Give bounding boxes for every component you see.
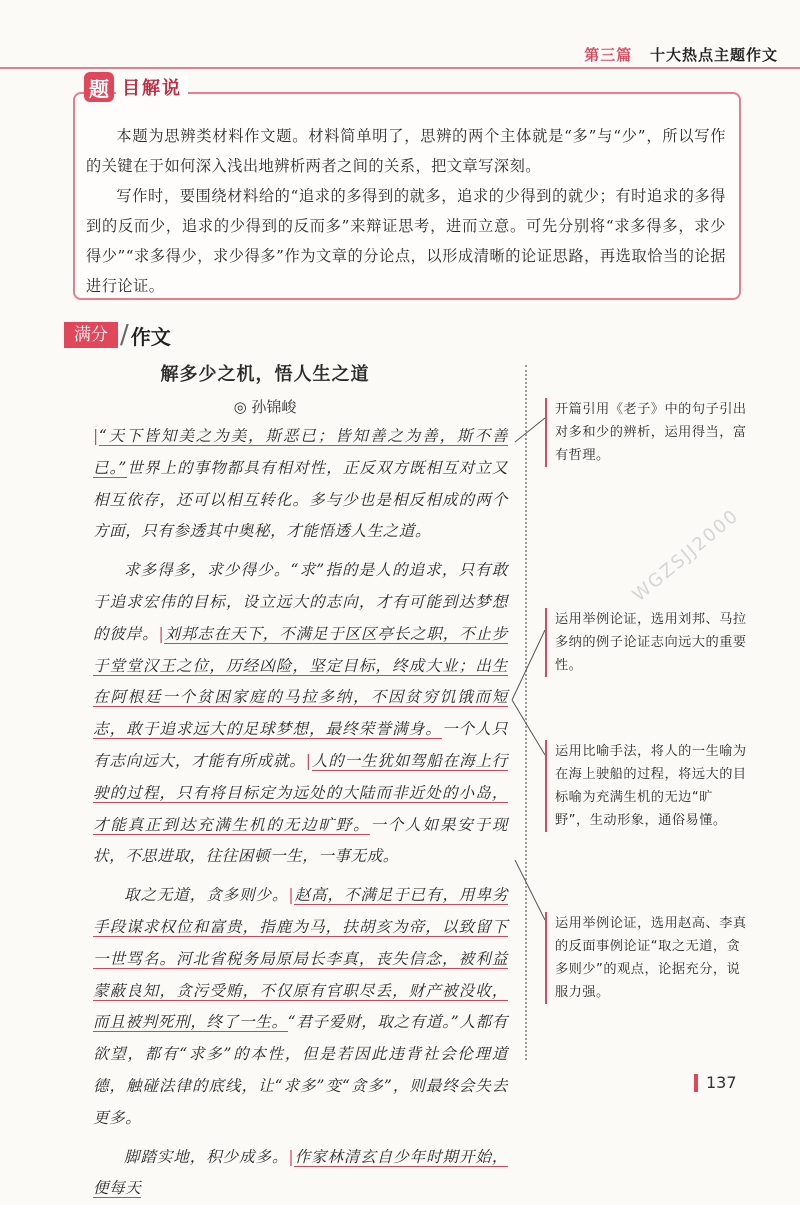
connector-line xyxy=(515,418,545,442)
explain-label: 目解说 xyxy=(116,74,188,100)
essay-paragraph xyxy=(93,880,508,1134)
highlight-mark: | xyxy=(158,624,165,643)
example-highlight: 作家林清玄自少年时期开始，便每天 xyxy=(93,1147,508,1198)
explain-badge: 题 xyxy=(84,72,114,102)
quote-highlight: “天下皆知美之为美，斯恶已；皆知善之为善，斯不善已。” xyxy=(93,427,508,477)
explain-paragraph: 本题为思辨类材料作文题。材料简单明了，思辨的两个主体就是“多”与“少”，所以写作的关键在于如何深入浅出地辨析两者之间的关系，把文章写深刻。 xyxy=(86,127,726,175)
essay-title: 解多少之机，悟人生之道 xyxy=(160,364,370,385)
explain-paragraph: 写作时，要围绕材料给的“追求的多得到的就多，追求的少得到的就少；有时追求的多得到的反而少，追求的少得到的反而多”来辩证思考，进而立意。可先分别将“求多得多，求少得少”“求多得少，求少得多”作为文章的分论点，以形成清晰的论证思路，再选取恰当的论据进行论证。 xyxy=(86,187,726,295)
example-highlight: 刘邦志在天下，不满足于区区亭长之职，不止步于堂堂汉王之位，历经凶险，坚定目标，终成大业；出生在阿根廷一个贫困家庭的马拉多纳，不因贫穷饥饿而短志，敢于追求远大的足球梦想，最终荣誉满身。 xyxy=(93,624,508,739)
page-number-text: 137 xyxy=(706,1073,737,1092)
essay-paragraph xyxy=(93,1142,508,1205)
section-title: 十大热点主题作文 xyxy=(649,46,778,64)
metaphor-highlight: 人的一生犹如驾船在海上行驶的过程，只有将目标定为远处的大陆而非近处的小岛，才能真正到达充满生机的无边旷野。 xyxy=(93,751,508,834)
explain-text xyxy=(86,121,726,301)
connector-line xyxy=(515,860,545,920)
essay-text: 一个人如果安于现状，不思进取，往往困顿一生，一事无成。 xyxy=(93,815,508,866)
essay-paragraph xyxy=(93,421,508,548)
margin-note: 开篇引用《老子》中的句子引出对多和少的辨析，运用得当，富有哲理。 xyxy=(545,398,747,467)
highlight-mark: | xyxy=(93,427,99,445)
page-number-bar xyxy=(694,1074,698,1092)
essay-text: 世界上的事物都具有相对性，正反双方既相互对立又相互依存，还可以相互转化。多与少也是相反相成的两个方面，只有参透其中奥秘，才能悟透人生之道。 xyxy=(93,458,508,541)
explain-heading xyxy=(84,72,188,102)
section-number: 第三篇 xyxy=(584,46,633,64)
margin-note: 运用举例论证，选用赵高、李真的反面事例论证“取之无道，贪多则少”的观点，论据充分，说服力强。 xyxy=(545,912,747,1004)
highlight-mark: | xyxy=(305,751,312,770)
counter-example-highlight: 赵高，不满足于已有，用卑劣手段谋求权位和富贵，指鹿为马，扶胡亥为帝，以致留下一世骂名。河北省税务局原局长李真，丧失信念，被利益蒙蔽良知，贪污受贿，不仅原有官职尽丢，财产被没收，而且被判死刑，终了一生。 xyxy=(93,886,508,1032)
heading-slash: / xyxy=(120,320,129,350)
essay-paragraph xyxy=(93,555,508,873)
margin-note: 运用比喻手法，将人的一生喻为在海上驶船的过程，将远大的目标喻为充满生机的无边“旷野”，生动形象，通俗易懂。 xyxy=(545,740,747,832)
essay-text: 取之无道，贪多则少。 xyxy=(124,886,289,905)
full-score-label: 作文 xyxy=(130,324,171,349)
margin-note: 运用举例论证，选用刘邦、马拉多纳的例子论证志向远大的重要性。 xyxy=(545,608,747,677)
connector-line xyxy=(512,630,545,700)
full-score-heading xyxy=(64,320,171,350)
full-score-badge: 满分 xyxy=(64,322,118,348)
highlight-mark: | xyxy=(288,1147,295,1166)
highlight-mark: | xyxy=(288,886,295,905)
running-header xyxy=(584,44,778,65)
essay-author: ◎ 孙锦峻 xyxy=(233,398,297,416)
watermark: WGZSJJ2000 xyxy=(628,505,744,606)
header-divider xyxy=(0,67,800,69)
essay-text: 一个人只有志向远大，才能有所成就。 xyxy=(93,720,508,770)
essay-text: “君子爱财，取之有道。”人都有欲望，都有“求多”的本性，但是若因此违背社会伦理道德，触碰法律的底线，让“求多”变“贪多”，则最终会失去更多。 xyxy=(93,1013,508,1127)
essay-text: 求多得多，求少得少。“求”指的是人的追求，只有敢于追求宏伟的目标，设立远大的志向，才有可能到达梦想的彼岸。 xyxy=(93,561,508,643)
connector-line xyxy=(512,700,545,755)
essay-body xyxy=(93,421,508,1205)
column-divider xyxy=(525,365,527,1060)
page-number xyxy=(694,1073,737,1092)
essay-text: 脚踏实地，积少成多。 xyxy=(124,1147,289,1166)
